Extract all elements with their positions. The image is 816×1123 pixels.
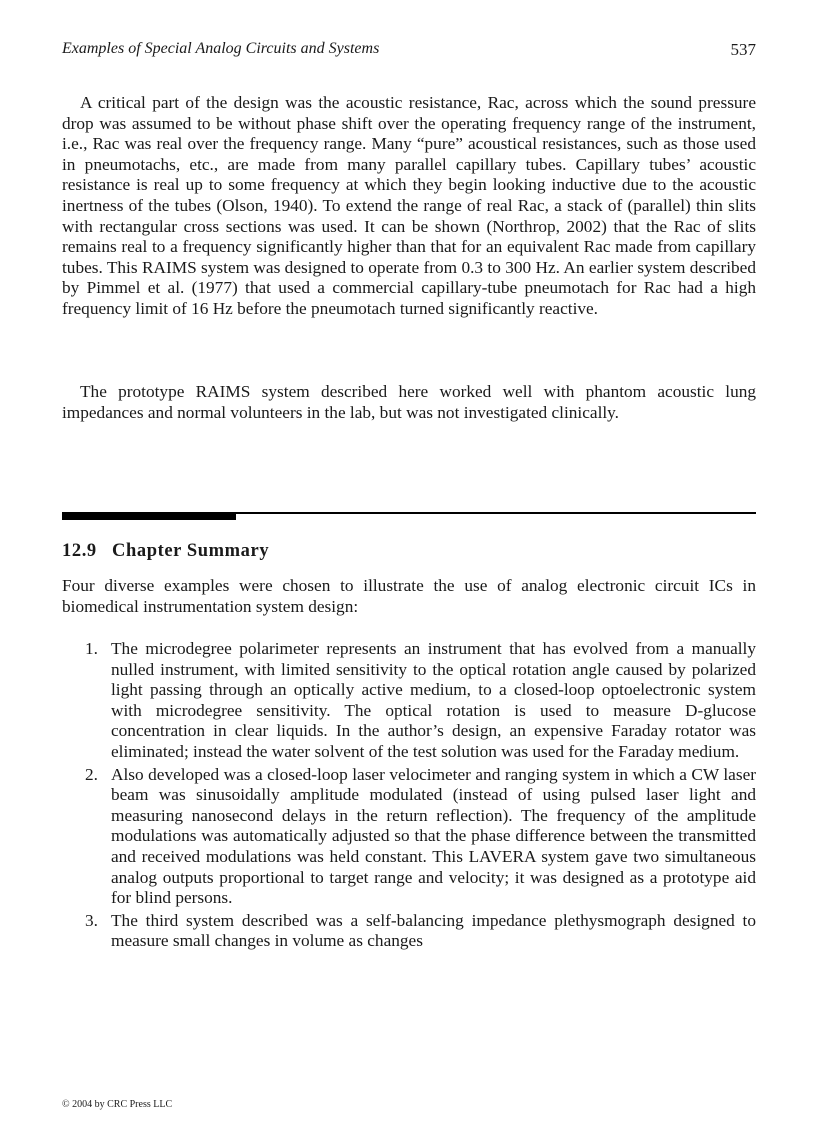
copyright-footer: © 2004 by CRC Press LLC <box>62 1099 173 1110</box>
summary-list <box>62 639 756 952</box>
section-rule-thick <box>62 512 236 520</box>
section-title: Chapter Summary <box>112 541 270 561</box>
summary-intro: Four diverse examples were chosen to illustrate the use of analog electronic circuit ICs in biomedical instrumentation system design: <box>62 576 756 616</box>
list-item-number: 3. <box>85 910 98 930</box>
body-paragraph-1: A critical part of the design was the acoustic resistance, Rac, across which the sound pressure drop was assumed to be without phase shift over the operating frequency range of the instrument, i.e., Rac was real over the frequency range. Many “pure” acoustical resistances, such as those used in pneumotachs, etc., are made from many parallel capillary tubes. Capillary tubes’ acoustic resistance is real up to some frequency at which they begin looking inductive due to the acoustic inertness of the tubes (Olson, 1940). To extend the range of real Rac, a stack of (parallel) thin slits with rectangular cross sections was used. It can be shown (Northrop, 2002) that the Rac of slits remains real to a frequency significantly higher than that for an equivalent Rac made from capillary tubes. This RAIMS system was designed to operate from 0.3 to 300 Hz. An earlier system described by Pimmel et al. (1977) that used a commercial capillary-tube pneumotach for Rac had a high frequency limit of 16 Hz before the pneumotach turned significantly reactive. <box>62 93 756 318</box>
section-rule <box>62 511 756 520</box>
list-item-number: 1. <box>85 639 98 658</box>
page-number: 537 <box>730 40 756 59</box>
section-heading <box>62 541 269 562</box>
list-item-number: 2. <box>85 764 98 784</box>
list-item <box>62 911 756 952</box>
list-item <box>62 765 756 909</box>
list-item-text: The microdegree polarimeter represents an instrument that has evolved from a manually nulled instrument, with limited sensitivity to the optical rotation angle caused by polarized light passing through an optically active medium, to a closed-loop optoelectronic system with microdegree sensitivity. The optical rotation is used to measure D-glucose concentration in clear liquids. In the author’s design, an expensive Faraday rotator was eliminated; instead the water solvent of the test solution was used for the Faraday medium. <box>111 639 756 761</box>
running-title: Examples of Special Analog Circuits and Systems <box>62 40 380 57</box>
list-item-text: The third system described was a self-balancing impedance plethysmograph designed to measure small changes in volume as changes <box>111 910 756 951</box>
running-header <box>62 40 756 60</box>
section-number: 12.9 <box>62 541 97 561</box>
list-item-text: Also developed was a closed-loop laser velocimeter and ranging system in which a CW laser beam was sinusoidally amplitude modulated (instead of using pulsed laser light and measuring nanosecond delays in the return reflection). The frequency of the amplitude modulations was automatically adjusted so that the phase difference between the transmitted and received modulations was held constant. This LAVERA system gave two simultaneous analog outputs proportional to target range and velocity; it was designed as a prototype aid for blind persons. <box>111 764 756 908</box>
list-item <box>62 639 756 763</box>
body-paragraph-2: The prototype RAIMS system described here worked well with phantom acoustic lung impedances and normal volunteers in the lab, but was not investigated clinically. <box>62 382 756 422</box>
